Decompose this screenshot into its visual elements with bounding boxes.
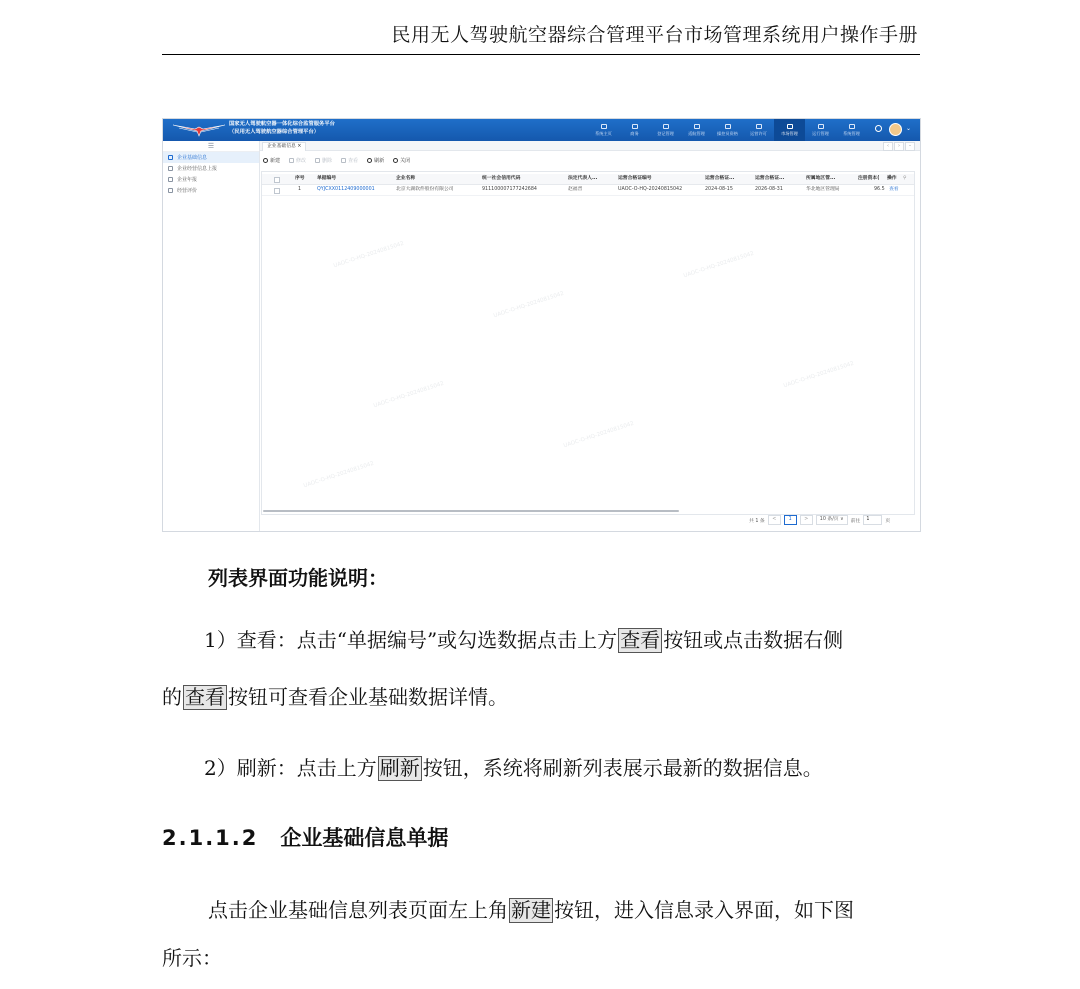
tab-scroll-right-icon[interactable]: ›	[894, 142, 904, 151]
section-heading	[162, 822, 448, 852]
section-number: 2.1.1.2	[162, 826, 259, 850]
col-company-name: 企业名称	[396, 176, 416, 181]
col-legal-rep: 法定代表人...	[568, 176, 598, 181]
manual-title: 民用无人驾驶航空器综合管理平台市场管理系统用户操作手册	[391, 24, 918, 46]
col-registered-capital: 注册资本(	[858, 176, 880, 181]
sidebar-item-operation-report[interactable]: 企业经营信息上报	[163, 163, 259, 174]
paragraph-refresh: 2）刷新：点击上方 刷新 按钮，系统将刷新列表展示最新的数据信息。	[204, 756, 823, 780]
app-title-line1: 国家无人驾驶航空器一体化综合监管服务平台	[229, 121, 335, 127]
sidebar-item-enterprise-basic-info[interactable]: 企业基础信息	[163, 152, 259, 163]
tab-scroll-left-icon[interactable]: ‹	[883, 142, 893, 151]
refresh-button[interactable]: 刷新	[367, 157, 384, 164]
watermark: UAOC-O-HQ-20240815042	[562, 420, 635, 450]
edit-button[interactable]: 修改	[289, 157, 306, 164]
pager-prev-button[interactable]: <	[768, 515, 781, 525]
refresh-button-ref: 刷新	[379, 756, 420, 780]
nav-item-operation-management[interactable]: 运行管理	[805, 119, 836, 141]
page-jump-input[interactable]: 1	[863, 515, 882, 525]
menu-toggle-icon[interactable]: ☰	[163, 141, 259, 152]
view-button-ref: 查看	[185, 685, 225, 709]
nav-item-operation-license[interactable]: 运营许可	[743, 119, 774, 141]
col-region-admin: 所属地区管...	[806, 176, 836, 181]
col-cert-end: 运营合格证...	[755, 176, 785, 181]
paragraph-view-line2: 的 查看 按钮可查看企业基础数据详情。	[162, 685, 508, 709]
close-button[interactable]: 关闭	[393, 157, 410, 164]
nav-item-business[interactable]: 商务	[619, 119, 650, 141]
col-document-no: 单据编号	[317, 176, 337, 181]
nav-item-market-management[interactable]: 市场管理	[774, 119, 805, 141]
row-view-button[interactable]: 查看	[889, 187, 899, 192]
pager-current-page[interactable]: 1	[784, 515, 797, 525]
close-icon[interactable]: ×	[297, 144, 302, 149]
pager-page-unit: 页	[885, 518, 891, 524]
sidebar-item-annual-report[interactable]: 企业年报	[163, 174, 259, 185]
app-title-line2: （民用无人驾驶航空器综合管理平台）	[229, 128, 320, 135]
new-button-ref: 新建	[511, 898, 551, 922]
page-size-select[interactable]: 10 条/页 ∨	[816, 515, 848, 525]
tab-enterprise-basic-info[interactable]: 企业基础信息 ×	[262, 142, 306, 151]
col-index: 序号	[295, 176, 305, 181]
nav-item-operator-qualification[interactable]: 操控员资格	[712, 119, 743, 141]
cell-certificate-no: UAOC-O-HQ-20240815042	[618, 187, 683, 192]
paragraph-view-line1: 1）查看：点击“单据编号”或勾选数据点击上方 查看 按钮或点击数据右侧	[204, 628, 844, 652]
cell-credit-code: 911100007177242684	[482, 187, 537, 192]
pager-next-button[interactable]: >	[800, 515, 813, 525]
chevron-down-icon[interactable]: ⌄	[906, 125, 912, 132]
cell-region-admin: 华北地区管理局	[806, 187, 840, 192]
watermark: UAOC-O-HQ-20240815042	[372, 380, 445, 410]
pager-goto-label: 前往	[850, 518, 861, 524]
col-action: 操作	[887, 176, 897, 181]
col-certificate-no: 运营合格证编号	[618, 176, 652, 181]
delete-button[interactable]: 删除	[315, 157, 332, 164]
cell-legal-rep: 赵福晋	[568, 187, 583, 192]
document-no-link[interactable]: QYJCXX0112409000001	[317, 187, 375, 192]
view-button-ref: 查看	[620, 628, 661, 652]
new-button[interactable]: 新建	[263, 157, 280, 164]
section-title: 企业基础信息单据	[280, 826, 449, 850]
watermark: UAOC-O-HQ-20240815042	[682, 250, 755, 280]
nav-item-airworthiness[interactable]: 适航管理	[681, 119, 712, 141]
cell-cert-end: 2026-08-31	[755, 187, 783, 192]
watermark: UAOC-O-HQ-20240815042	[302, 460, 375, 490]
cell-index: 1	[298, 187, 302, 192]
tab-menu-icon[interactable]: –	[905, 142, 915, 151]
list-heading: 列表界面功能说明：	[208, 566, 388, 590]
pager-total: 共 1 条	[749, 518, 765, 524]
cell-company-name: 北京大湖软件股份有限公司	[396, 187, 454, 192]
nav-item-system-management[interactable]: 系统管理	[836, 119, 867, 141]
watermark: UAOC-O-HQ-20240815042	[332, 240, 405, 270]
watermark: UAOC-O-HQ-20240815042	[492, 290, 565, 320]
col-credit-code: 统一社会信用代码	[482, 176, 521, 181]
cell-cert-start: 2024-08-15	[705, 187, 733, 192]
view-button[interactable]: 查看	[341, 157, 358, 164]
column-settings-icon[interactable]: ⚲	[903, 176, 907, 181]
paragraph-new-line1: 点击企业基础信息列表页面左上角 新建 按钮，进入信息录入界面，如下图	[208, 898, 854, 922]
sidebar-item-evaluation[interactable]: 经营评价	[163, 185, 259, 196]
paragraph-new-line2: 所示：	[162, 946, 222, 970]
nav-item-registration[interactable]: 登记管理	[650, 119, 681, 141]
nav-item-home[interactable]: 系统主页	[588, 119, 619, 141]
col-cert-start: 运营合格证...	[705, 176, 735, 181]
watermark: UAOC-O-HQ-20240815042	[782, 360, 855, 390]
cell-registered-capital: 96.5	[874, 187, 885, 192]
